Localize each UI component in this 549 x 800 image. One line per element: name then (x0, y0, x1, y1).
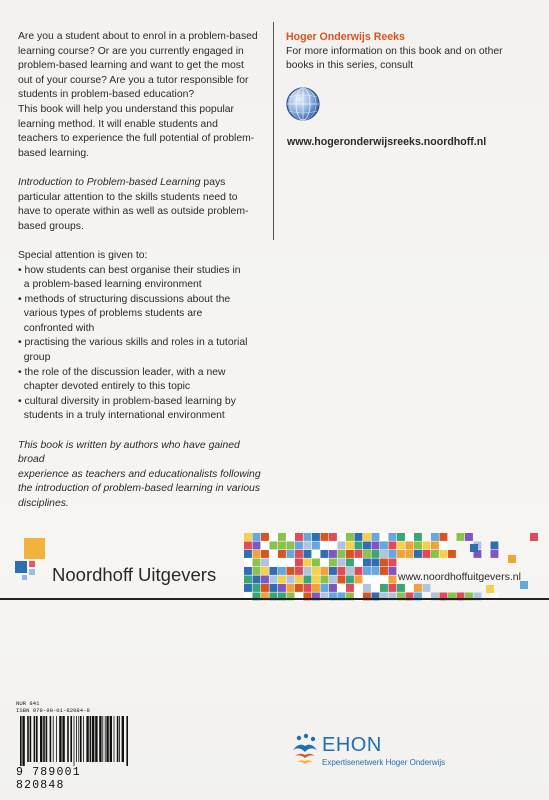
list-item (18, 264, 266, 293)
mosaic-tile (329, 533, 337, 541)
mosaic-tile (414, 542, 422, 550)
barcode-bar (90, 716, 92, 762)
mosaic-tile (304, 576, 312, 584)
barcode-bar (74, 716, 75, 766)
mosaic-tile (329, 576, 337, 584)
text-line: out of your course? Are you a tutor responsible for (18, 74, 249, 86)
mosaic-tile (363, 550, 371, 558)
mosaic-tile (406, 533, 414, 541)
text-span: various types of problems students are (23, 308, 203, 320)
series-info-line: For more information on this book and on other (286, 45, 503, 57)
publisher-brand (0, 525, 549, 605)
mosaic-tile (372, 584, 380, 592)
mosaic-tile (304, 559, 312, 567)
mosaic-tile (431, 533, 439, 541)
list-item (18, 366, 266, 395)
mosaic-tile (312, 567, 320, 575)
mosaic-tile (321, 576, 329, 584)
mosaic-tile (346, 576, 354, 584)
text-span: pays (200, 176, 226, 188)
mosaic-tile (304, 533, 312, 541)
mosaic-tile (295, 542, 303, 550)
mosaic-tile (278, 559, 286, 567)
mosaic-tile (295, 576, 303, 584)
text-line: • how students can best organise their studies in (18, 264, 241, 276)
barcode (16, 716, 134, 766)
mosaic-tile (287, 542, 295, 550)
mosaic-tile (363, 559, 371, 567)
mosaic-tile (508, 555, 516, 563)
mosaic-tile (440, 550, 448, 558)
barcode-bar (126, 716, 128, 766)
publisher-url[interactable]: www.noordhoffuitgevers.nl (398, 571, 521, 583)
mosaic-tile (261, 584, 269, 592)
text-line: • methods of structuring discussions about the (18, 293, 231, 305)
authors-paragraph (18, 439, 266, 512)
barcode-bar (53, 716, 54, 762)
mosaic-tile (270, 567, 278, 575)
mosaic-tile (363, 533, 371, 541)
mosaic-tile (372, 533, 380, 541)
mosaic-tile (389, 533, 397, 541)
text-line: learning method. It will enable students and (18, 118, 218, 130)
text-span: practising the various skills and roles in a tutorial (24, 337, 248, 349)
mosaic-tile (346, 550, 354, 558)
mosaic-tile (312, 542, 320, 550)
mosaic-tile (389, 584, 397, 592)
mosaic-tile (244, 533, 252, 541)
mosaic-tile (491, 542, 499, 550)
mosaic-tile (278, 542, 286, 550)
text-span: chapter devoted entirely to this topic (23, 381, 191, 393)
mosaic-tile (329, 542, 337, 550)
barcode-bar (105, 716, 106, 762)
mosaic-tile (389, 550, 397, 558)
barcode-area (16, 700, 136, 792)
mosaic-tile (414, 584, 422, 592)
mosaic-tile (338, 567, 346, 575)
barcode-bar (106, 716, 108, 762)
ehon-logo (290, 732, 490, 772)
mosaic-tile (440, 533, 448, 541)
mosaic-tile (380, 533, 388, 541)
mosaic-tile (486, 585, 494, 593)
mosaic-tile (287, 550, 295, 558)
mosaic-tile (355, 584, 363, 592)
isbn-code: ISBN 978-90-01-82084-8 (16, 707, 90, 714)
text-line: problem-based learning and want to get the most (18, 60, 244, 72)
series-title: Hoger Onderwijs Reeks (286, 31, 405, 43)
skills-paragraph (18, 176, 266, 234)
text-span: a problem-based learning environment (23, 279, 202, 291)
mosaic-tile (346, 559, 354, 567)
mosaic-tile (278, 533, 286, 541)
mosaic-tile (380, 559, 388, 567)
mosaic-tile (329, 584, 337, 592)
mosaic-tile (389, 576, 397, 584)
barcode-bar (36, 716, 38, 762)
mosaic-tile (304, 567, 312, 575)
mosaic-tile (389, 542, 397, 550)
mosaic-tile (304, 542, 312, 550)
ehon-name: EHON (322, 734, 382, 756)
series-info-line: books in this series, consult (286, 60, 414, 72)
mosaic-tile (372, 576, 380, 584)
mosaic-tile (253, 550, 261, 558)
text-line: learning course? Or are you currently engaged in (18, 45, 244, 57)
mosaic-tile (278, 576, 286, 584)
book-title: Introduction to Problem-based Learning (18, 176, 201, 188)
publisher-name: Noordhoff Uitgevers (52, 564, 217, 585)
barcode-bar (102, 716, 103, 762)
mosaic-tile (312, 533, 320, 541)
mosaic-tile (355, 550, 363, 558)
barcode-bar (62, 716, 64, 762)
text-span: methods of structuring discussions about the (24, 293, 231, 305)
text-line: based learning. (18, 147, 90, 159)
back-cover-blurb (18, 30, 266, 512)
globe-icon (285, 86, 321, 122)
mosaic-tile (253, 567, 261, 575)
mosaic-tile (363, 576, 371, 584)
mosaic-tile (470, 544, 478, 552)
mosaic-tile (440, 542, 448, 550)
text-span: cultural diversity in problem-based learning by (24, 395, 236, 407)
barcode-bar (119, 716, 120, 762)
text-line: based groups. (18, 220, 84, 232)
text-line: • cultural diversity in problem-based learning by (18, 395, 236, 407)
mosaic-tile (329, 559, 337, 567)
mosaic-tile (261, 567, 269, 575)
mosaic-tile (261, 533, 269, 541)
mosaic-tile (363, 584, 371, 592)
mosaic-tile (270, 533, 278, 541)
mosaic-tile (253, 533, 261, 541)
barcode-bar (20, 716, 22, 766)
mosaic-tile (261, 559, 269, 567)
barcode-bar (110, 716, 112, 762)
mosaic-tile (321, 567, 329, 575)
barcode-bar (22, 716, 24, 766)
text-line: • the role of the discussion leader, with a new (18, 366, 226, 378)
barcode-bar (50, 716, 52, 762)
text-span: students in a truly international environment (23, 410, 225, 422)
mosaic-tile (355, 533, 363, 541)
mosaic-tile (329, 550, 337, 558)
mosaic-tile (312, 550, 320, 558)
text-line: This book is written by authors who have gained broad (18, 439, 240, 466)
mosaic-tile (520, 581, 528, 589)
mosaic-tile (338, 533, 346, 541)
mosaic-tile (278, 584, 286, 592)
mosaic-tile (304, 584, 312, 592)
barcode-bar (78, 716, 79, 762)
mosaic-tile (244, 559, 252, 567)
mosaic-tile (389, 559, 397, 567)
mosaic-tile (363, 567, 371, 575)
special-attention-list (18, 249, 266, 424)
mosaic-tile (253, 576, 261, 584)
text-line: disciplines. (18, 498, 69, 509)
mosaic-tile (491, 550, 499, 558)
mosaic-tile (346, 584, 354, 592)
list-item (18, 395, 266, 424)
mosaic-tile (278, 550, 286, 558)
mosaic-tile (338, 584, 346, 592)
text-line (18, 176, 266, 191)
mosaic-tile (397, 584, 405, 592)
mosaic-tile (380, 576, 388, 584)
barcode-bar (30, 716, 32, 762)
mosaic-tile (380, 567, 388, 575)
mosaic-tile (312, 584, 320, 592)
mosaic-tile (261, 576, 269, 584)
mosaic-tile (287, 584, 295, 592)
mosaic-tile (321, 550, 329, 558)
mosaic-tile (244, 542, 252, 550)
mosaic-tile (346, 542, 354, 550)
mosaic-tile (457, 533, 465, 541)
mosaic-tile (321, 559, 329, 567)
mosaic-tile (355, 576, 363, 584)
text-line (18, 409, 266, 424)
mosaic-tile (270, 576, 278, 584)
barcode-bar (92, 716, 94, 762)
mosaic-tile (295, 550, 303, 558)
mosaic-tile (431, 550, 439, 558)
series-website-link[interactable]: www.hogeronderwijsreeks.noordhoff.nl (287, 136, 487, 148)
text-line: particular attention to the skills students need to (18, 191, 238, 203)
ehon-subtitle: Expertisenetwerk Hoger Onderwijs (322, 758, 446, 767)
mosaic-tile (338, 576, 346, 584)
horizontal-rule (0, 598, 549, 600)
mosaic-tile (321, 542, 329, 550)
mosaic-tile (397, 533, 405, 541)
barcode-bar (80, 716, 82, 762)
mosaic-tile (253, 559, 261, 567)
mosaic-tile (278, 567, 286, 575)
mosaic-tile (465, 533, 473, 541)
mosaic-tile (431, 542, 439, 550)
mosaic-tile (270, 550, 278, 558)
barcode-bar (117, 716, 119, 762)
text-span: the role of the discussion leader, with a new (24, 366, 226, 378)
list-heading: Special attention is given to: (18, 249, 148, 261)
barcode-bar (40, 716, 42, 762)
mosaic-tile (295, 584, 303, 592)
mosaic-tile (244, 567, 252, 575)
mosaic-tile (355, 542, 363, 550)
mosaic-tile (287, 559, 295, 567)
text-line: This book will help you understand this popular (18, 103, 235, 115)
mosaic-tile (295, 559, 303, 567)
mosaic-tile (406, 550, 414, 558)
mosaic-tile (355, 559, 363, 567)
barcode-bar (59, 716, 61, 762)
text-line: teachers to experience the full potential of problem- (18, 133, 255, 145)
text-span: group (23, 352, 51, 364)
mosaic-tile (448, 550, 456, 558)
mosaic-tile (287, 576, 295, 584)
mosaic-tile (397, 550, 405, 558)
text-span: confronted with (23, 322, 95, 334)
mosaic-tile (346, 567, 354, 575)
mosaic-tile (321, 584, 329, 592)
mosaic-tile (397, 542, 405, 550)
mosaic-tile (287, 567, 295, 575)
mosaic-tile (338, 542, 346, 550)
mosaic-tile (304, 550, 312, 558)
mosaic-tile (253, 584, 261, 592)
text-line (18, 351, 266, 366)
mosaic-tile (423, 584, 431, 592)
list-item (18, 293, 266, 337)
text-line (18, 307, 266, 322)
mosaic-tile (406, 584, 414, 592)
list-item (18, 336, 266, 365)
column-divider (273, 22, 274, 240)
mosaic-tile (270, 559, 278, 567)
nur-code: NUR 841 (16, 700, 40, 707)
mosaic-tile (380, 550, 388, 558)
text-line: • practising the various skills and roles in a tutorial (18, 337, 248, 349)
barcode-bar (67, 716, 69, 762)
mosaic-tile (372, 567, 380, 575)
mosaic-tile (321, 533, 329, 541)
barcode-bar (43, 716, 45, 762)
mosaic-tile (312, 576, 320, 584)
mosaic-tile (346, 533, 354, 541)
mosaic-tile (244, 576, 252, 584)
mosaic-tile (270, 542, 278, 550)
text-line: Are you a student about to enrol in a problem-based (18, 31, 258, 42)
mosaic-tile (295, 567, 303, 575)
mosaic-tile (270, 584, 278, 592)
text-line (18, 380, 266, 395)
text-line (18, 322, 266, 337)
mosaic-tile (372, 542, 380, 550)
mosaic-tile (312, 559, 320, 567)
mosaic-tile (338, 559, 346, 567)
mosaic-tile (372, 550, 380, 558)
mosaic-tile (261, 542, 269, 550)
text-line: students in problem-based education? (18, 89, 195, 101)
barcode-bar (99, 716, 101, 762)
mosaic-tile (287, 533, 295, 541)
mosaic-tile (372, 559, 380, 567)
barcode-bar (83, 716, 84, 762)
series-info (286, 30, 536, 74)
mosaic-tile (414, 550, 422, 558)
mosaic-tile (380, 584, 388, 592)
mosaic-tile (244, 550, 252, 558)
mosaic-tile (380, 542, 388, 550)
text-line: have to operate within as well as outside problem- (18, 206, 249, 218)
mosaic-tile (414, 533, 422, 541)
barcode-number: 9 789001 820848 (16, 766, 81, 792)
text-line (18, 278, 266, 293)
mosaic-tile (363, 542, 371, 550)
barcode-bar (122, 716, 124, 762)
text-line: the introduction of problem-based learning in various (18, 483, 261, 495)
mosaic-tile (389, 567, 397, 575)
mosaic-tile (530, 533, 538, 541)
mosaic-tile (244, 584, 252, 592)
barcode-bar (86, 716, 88, 762)
mosaic-tile (338, 550, 346, 558)
barcode-bar (70, 716, 72, 762)
mosaic-tile (329, 567, 337, 575)
mosaic-tile (406, 542, 414, 550)
mosaic-tile (295, 533, 303, 541)
barcode-bar (56, 716, 57, 762)
intro-paragraph (18, 30, 266, 161)
mosaic-tile (261, 550, 269, 558)
barcode-bar (27, 716, 29, 762)
mosaic-tile (423, 542, 431, 550)
text-line: experience as teachers and educationalists following (18, 468, 261, 480)
barcode-bar (76, 716, 77, 762)
ehon-mark-icon (290, 732, 320, 768)
mosaic-tile (423, 550, 431, 558)
barcode-bar (114, 716, 115, 762)
barcode-bar (95, 716, 97, 762)
barcode-bar (46, 716, 48, 762)
text-span: how students can best organise their studies in (24, 264, 241, 276)
color-mosaic (244, 533, 538, 600)
barcode-bar (34, 716, 36, 762)
mosaic-tile (355, 567, 363, 575)
mosaic-tile (253, 542, 261, 550)
